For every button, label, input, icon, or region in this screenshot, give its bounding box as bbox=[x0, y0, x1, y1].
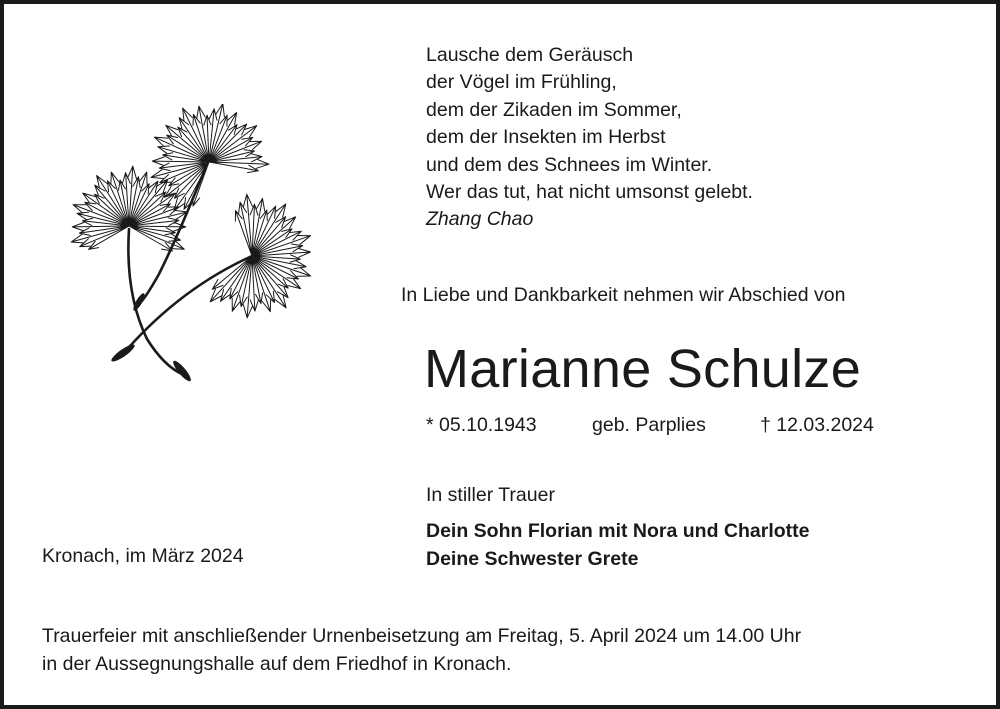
poem-line: Wer das tut, hat nicht umsonst gelebt. bbox=[426, 181, 753, 204]
dandelion-seeds-icon bbox=[59, 104, 319, 394]
poem-line: dem der Zikaden im Sommer, bbox=[426, 98, 682, 121]
farewell-intro: In Liebe und Dankbarkeit nehmen wir Abschied von bbox=[401, 284, 846, 306]
funeral-info bbox=[42, 623, 801, 678]
poem bbox=[426, 42, 753, 234]
funeral-line: Trauerfeier mit anschließender Urnenbeisetzung am Freitag, 5. April 2024 um 14.00 Uhr bbox=[42, 625, 802, 647]
maiden-name: geb. Parplies bbox=[592, 414, 706, 436]
death-date: † 12.03.2024 bbox=[760, 414, 874, 436]
birth-date: * 05.10.1943 bbox=[426, 414, 537, 436]
mourning-heading: In stiller Trauer bbox=[426, 484, 555, 506]
family-member: Deine Schwester Grete bbox=[426, 547, 639, 570]
family-list bbox=[426, 518, 810, 573]
poem-line: dem der Insekten im Herbst bbox=[426, 126, 666, 149]
deceased-name: Marianne Schulze bbox=[424, 339, 862, 399]
obituary-card bbox=[4, 4, 996, 705]
poem-line: der Vögel im Frühling, bbox=[426, 71, 617, 94]
family-member: Dein Sohn Florian mit Nora und Charlotte bbox=[426, 520, 810, 542]
funeral-line: in der Aussegnungshalle auf dem Friedhof in Kronach. bbox=[42, 652, 512, 675]
poem-line: Lausche dem Geräusch bbox=[426, 44, 634, 66]
poem-line: und dem des Schnees im Winter. bbox=[426, 153, 713, 176]
place-date: Kronach, im März 2024 bbox=[42, 545, 244, 567]
poem-author: Zhang Chao bbox=[426, 208, 534, 231]
